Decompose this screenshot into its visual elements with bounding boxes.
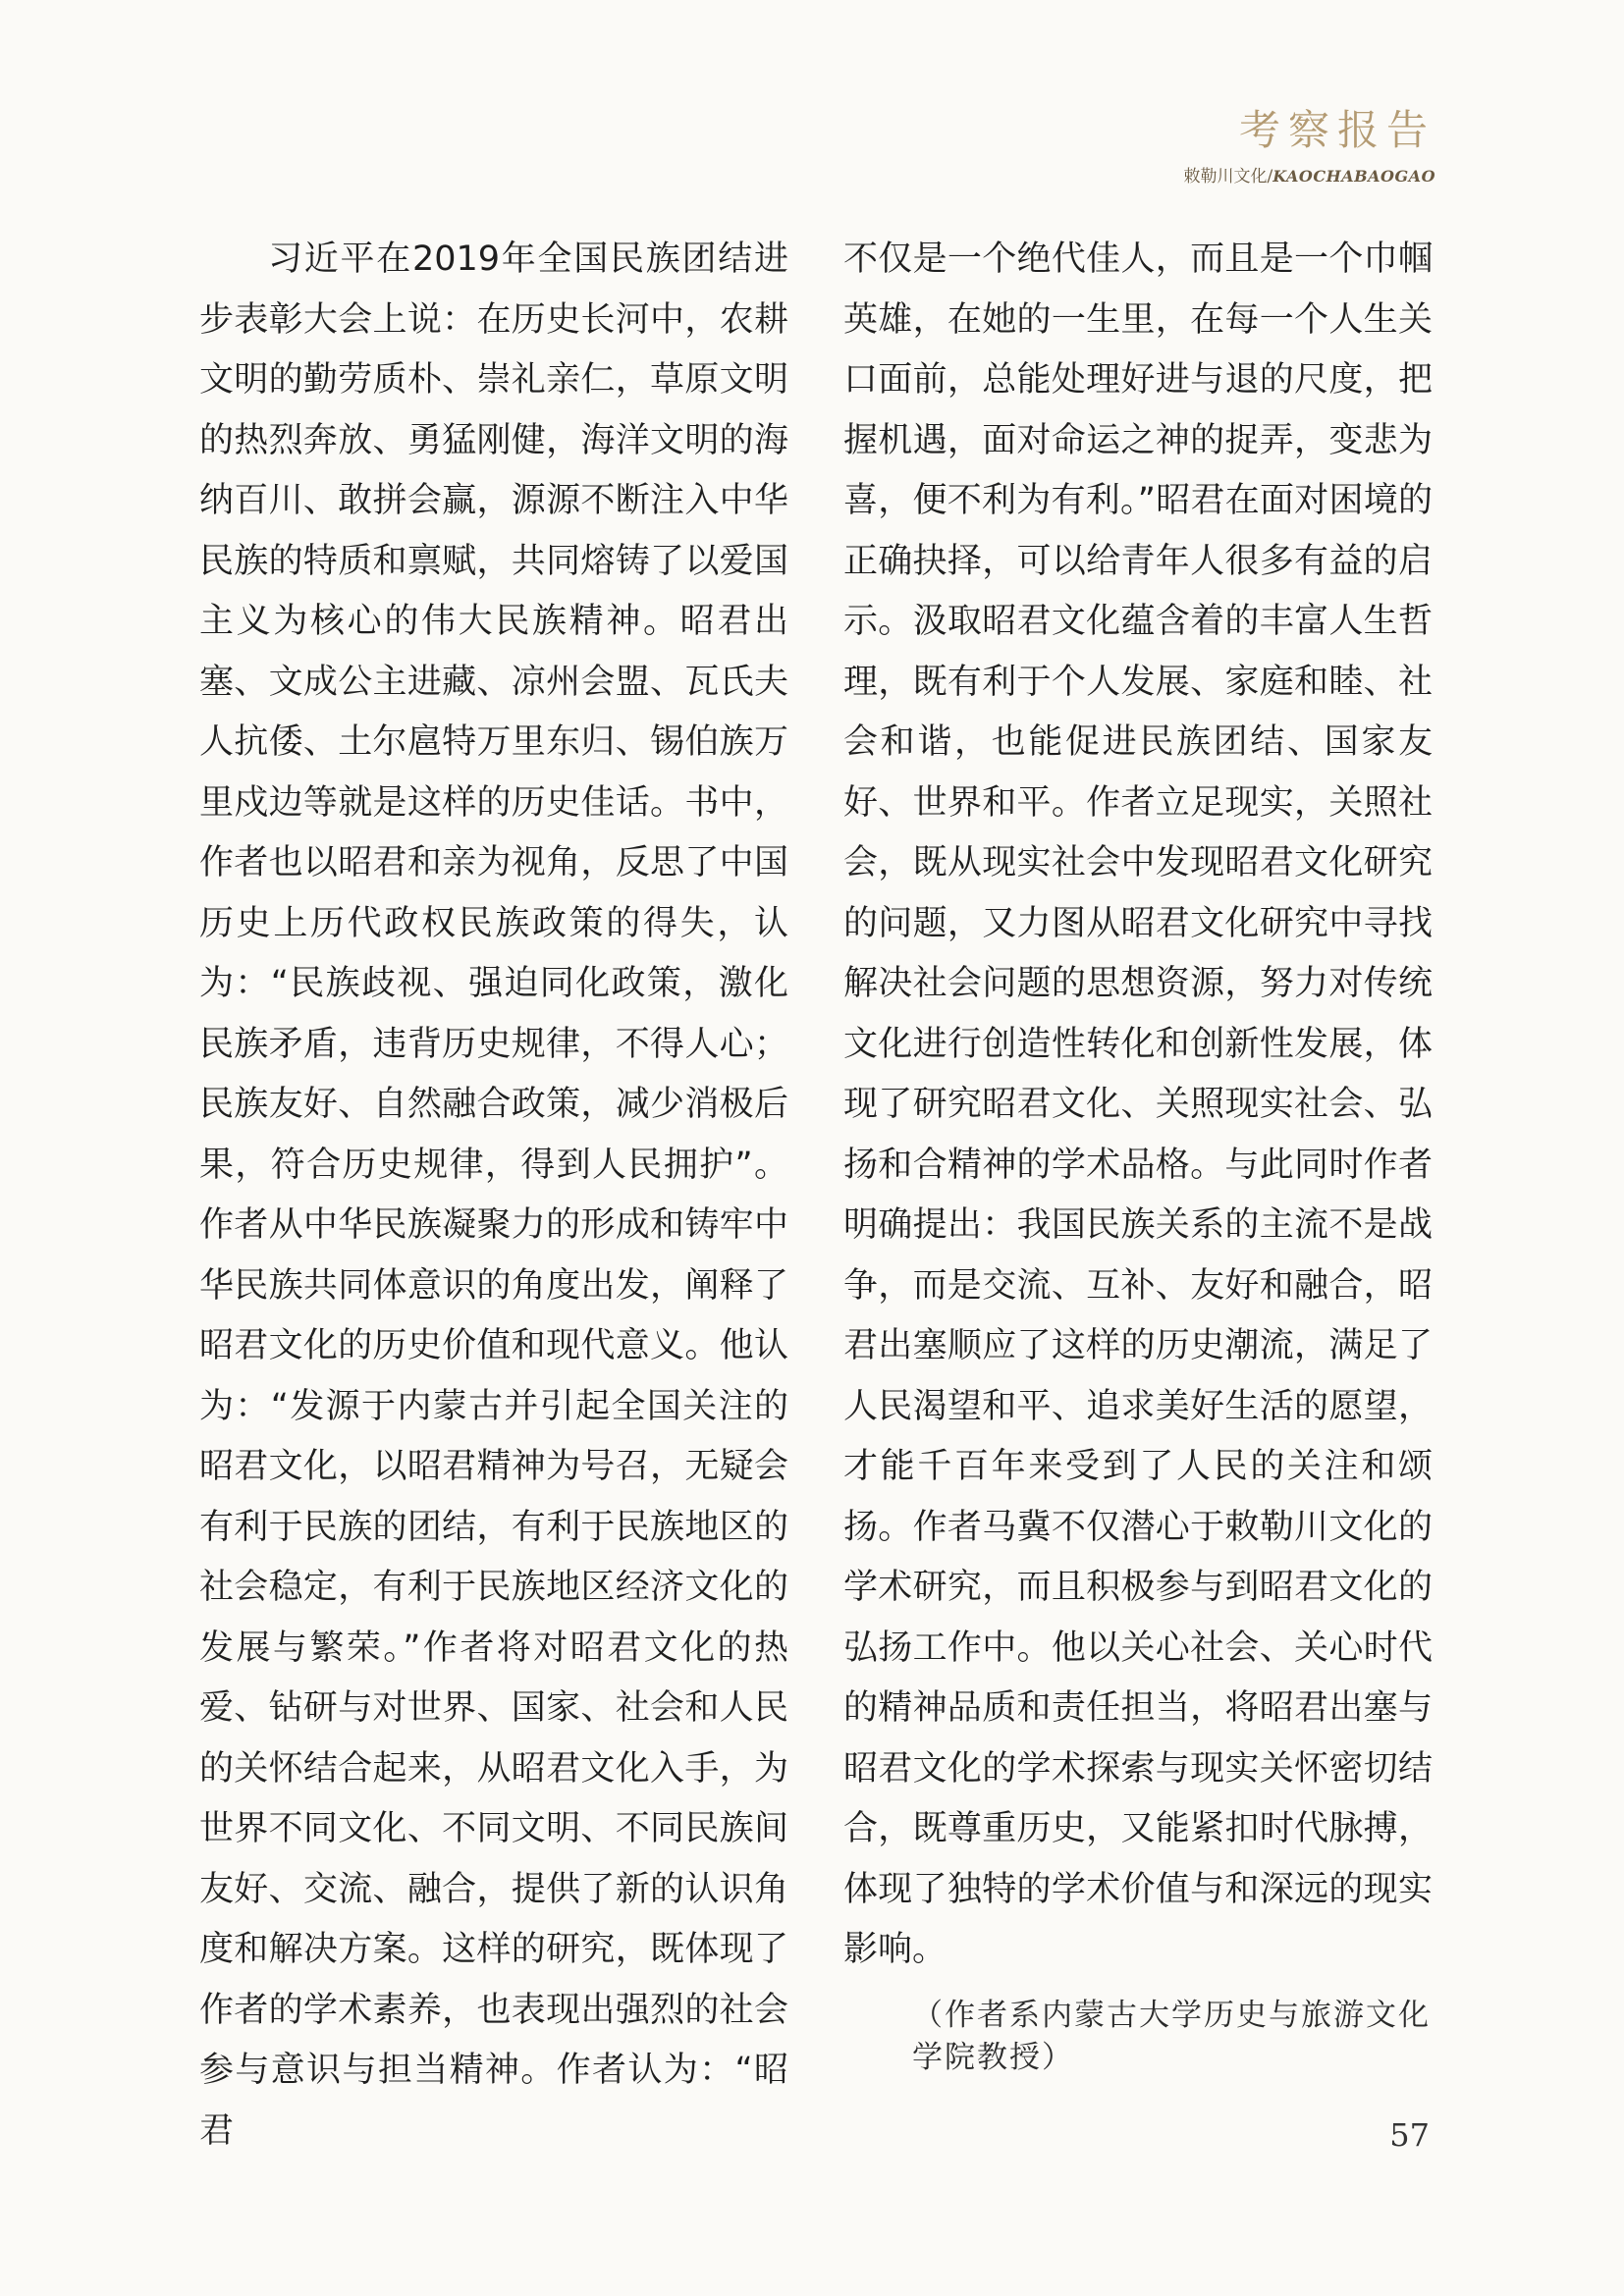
section-title: 考察报告 bbox=[1238, 106, 1435, 154]
right-column bbox=[843, 230, 1433, 2079]
page-number: 57 bbox=[1389, 2116, 1430, 2154]
body-paragraph: 习近平在2019年全国民族团结进步表彰大会上说：在历史长河中，农耕文明的勤劳质朴、崇礼亲仁，草原文明的热烈奔放、勇猛刚健，海洋文明的海纳百川、敢拼会赢，源源不断注入中华民族的特质和禀赋，共同熔铸了以爱国主义为核心的伟大民族精神。昭君出塞、文成公主进藏、凉州会盟、瓦氏夫人抗倭、土尔扈特万里东归、锡伯族万里戍边等就是这样的历史佳话。书中，作者也以昭君和亲为视角，反思了中国历史上历代政权民族政策的得失，认为：“民族歧视、强迫同化政策，激化民族矛盾，违背历史规律，不得人心；民族友好、自然融合政策，减少消极后果，符合历史规律，得到人民拥护”。作者从中华民族凝聚力的形成和铸牢中华民族共同体意识的角度出发，阐释了昭君文化的历史价值和现代意义。他认为：“发源于内蒙古并引起全国关注的昭君文化，以昭君精神为号召，无疑会有利于民族的团结，有利于民族地区的社会稳定，有利于民族地区经济文化的发展与繁荣。”作者将对昭君文化的热爱、钻研与对世界、国家、社会和人民的关怀结合起来，从昭君文化入手，为世界不同文化、不同文明、不同民族间友好、交流、融合，提供了新的认识角度和解决方案。这样的研究，既体现了作者的学术素养，也表现出强烈的社会参与意识与担当精神。作者认为：“昭君 bbox=[199, 240, 788, 2151]
body-paragraph-continued: 不仅是一个绝代佳人，而且是一个巾帼英雄，在她的一生里，在每一个人生关口面前，总能处理好进与退的尺度，把握机遇，面对命运之神的捉弄，变悲为喜，便不利为有利。”昭君在面对困境的正确抉择，可以给青年人很多有益的启示。汲取昭君文化蕴含着的丰富人生哲理，既有利于个人发展、家庭和睦、社会和谐，也能促进民族团结、国家友好、世界和平。作者立足现实，关照社会，既从现实社会中发现昭君文化研究的问题，又力图从昭君文化研究中寻找解决社会问题的思想资源，努力对传统文化进行创造性转化和创新性发展，体现了研究昭君文化、关照现实社会、弘扬和合精神的学术品格。与此同时作者明确提出：我国民族关系的主流不是战争，而是交流、互补、友好和融合，昭君出塞顺应了这样的历史潮流，满足了人民渴望和平、追求美好生活的愿望，才能千百年来受到了人民的关注和颂扬。作者马冀不仅潜心于敕勒川文化的学术研究，而且积极参与到昭君文化的弘扬工作中。他以关心社会、关心时代的精神品质和责任担当，将昭君出塞与昭君文化的学术探索与现实关怀密切结合，既尊重历史，又能紧扣时代脉搏，体现了独特的学术价值与和深远的现实影响。 bbox=[843, 240, 1433, 1969]
running-header bbox=[1183, 106, 1436, 187]
subtitle-chinese: 敕勒川文化/ bbox=[1183, 167, 1273, 187]
subtitle-english: KAOCHABAOGAO bbox=[1272, 167, 1435, 186]
author-byline: （作者系内蒙古大学历史与旅游文化学院教授） bbox=[912, 1997, 1431, 2075]
left-column bbox=[199, 230, 788, 2162]
section-subtitle bbox=[1184, 169, 1436, 186]
